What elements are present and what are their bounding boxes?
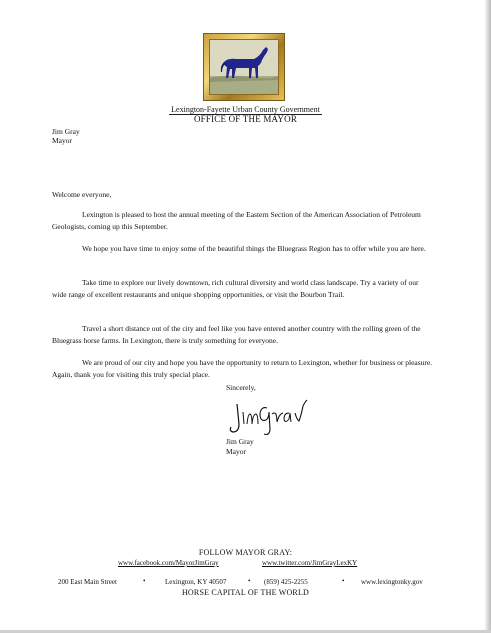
footer-address: 200 East Main Street [58, 578, 117, 586]
horse-icon [210, 40, 278, 94]
letter-paragraph: We are proud of our city and hope you have the opportunity to return to Lexington, whether for business or pleasure. Again, thank you for visiting this truly special place. [52, 358, 433, 379]
signer-title: Mayor [226, 447, 246, 456]
facebook-link[interactable]: www.facebook.com/MayorJimGray [118, 559, 219, 567]
letter-paragraph: Lexington is pleased to host the annual meeting of the Eastern Section of the American Association of Petroleum Geologists, coming up this September. [52, 210, 421, 231]
page-edge [485, 0, 491, 633]
letterhead-sender [52, 127, 80, 145]
horse-painting-canvas [210, 40, 278, 94]
office-title: OFFICE OF THE MAYOR [193, 114, 298, 124]
footer-motto: HORSE CAPITAL OF THE WORLD [181, 588, 310, 597]
handwritten-signature [227, 394, 317, 441]
footer-phone: (859) 425-2255 [264, 578, 308, 586]
letter-paragraph: Take time to explore our lively downtown, rich cultural diversity and world class landscape. Try a variety of our wide range of excellent restaurants and unique shopping opportunities, or visit the Bourbon Trail. [52, 278, 419, 299]
footer-separator: • [143, 577, 146, 585]
government-name: Lexington-Fayette Urban County Government [171, 105, 320, 114]
footer-separator: • [248, 577, 251, 585]
twitter-link[interactable]: www.twitter.com/JimGrayLexKY [262, 559, 358, 567]
signer-name: Jim Gray [226, 437, 254, 446]
footer-city: Lexington, KY 40507 [165, 578, 227, 586]
letter-paragraph: Travel a short distance out of the city and feel like you have entered another country with the rolling green of the Bluegrass horse farms. In Lexington, there is truly something for everyone. [52, 324, 421, 345]
closing: Sincerely, [226, 383, 256, 392]
sender-title: Mayor [52, 136, 72, 145]
footer-website[interactable]: www.lexingtonky.gov [361, 578, 423, 586]
letter-paragraph: We hope you have time to enjoy some of the beautiful things the Bluegrass Region has to offer while you are here. [82, 244, 426, 253]
footer-separator: • [342, 577, 345, 585]
signer-block [226, 437, 254, 457]
sender-name: Jim Gray [52, 127, 80, 136]
follow-heading: FOLLOW MAYOR GRAY: [198, 548, 293, 557]
salutation: Welcome everyone, [52, 190, 112, 199]
horse-painting-logo [203, 33, 285, 101]
